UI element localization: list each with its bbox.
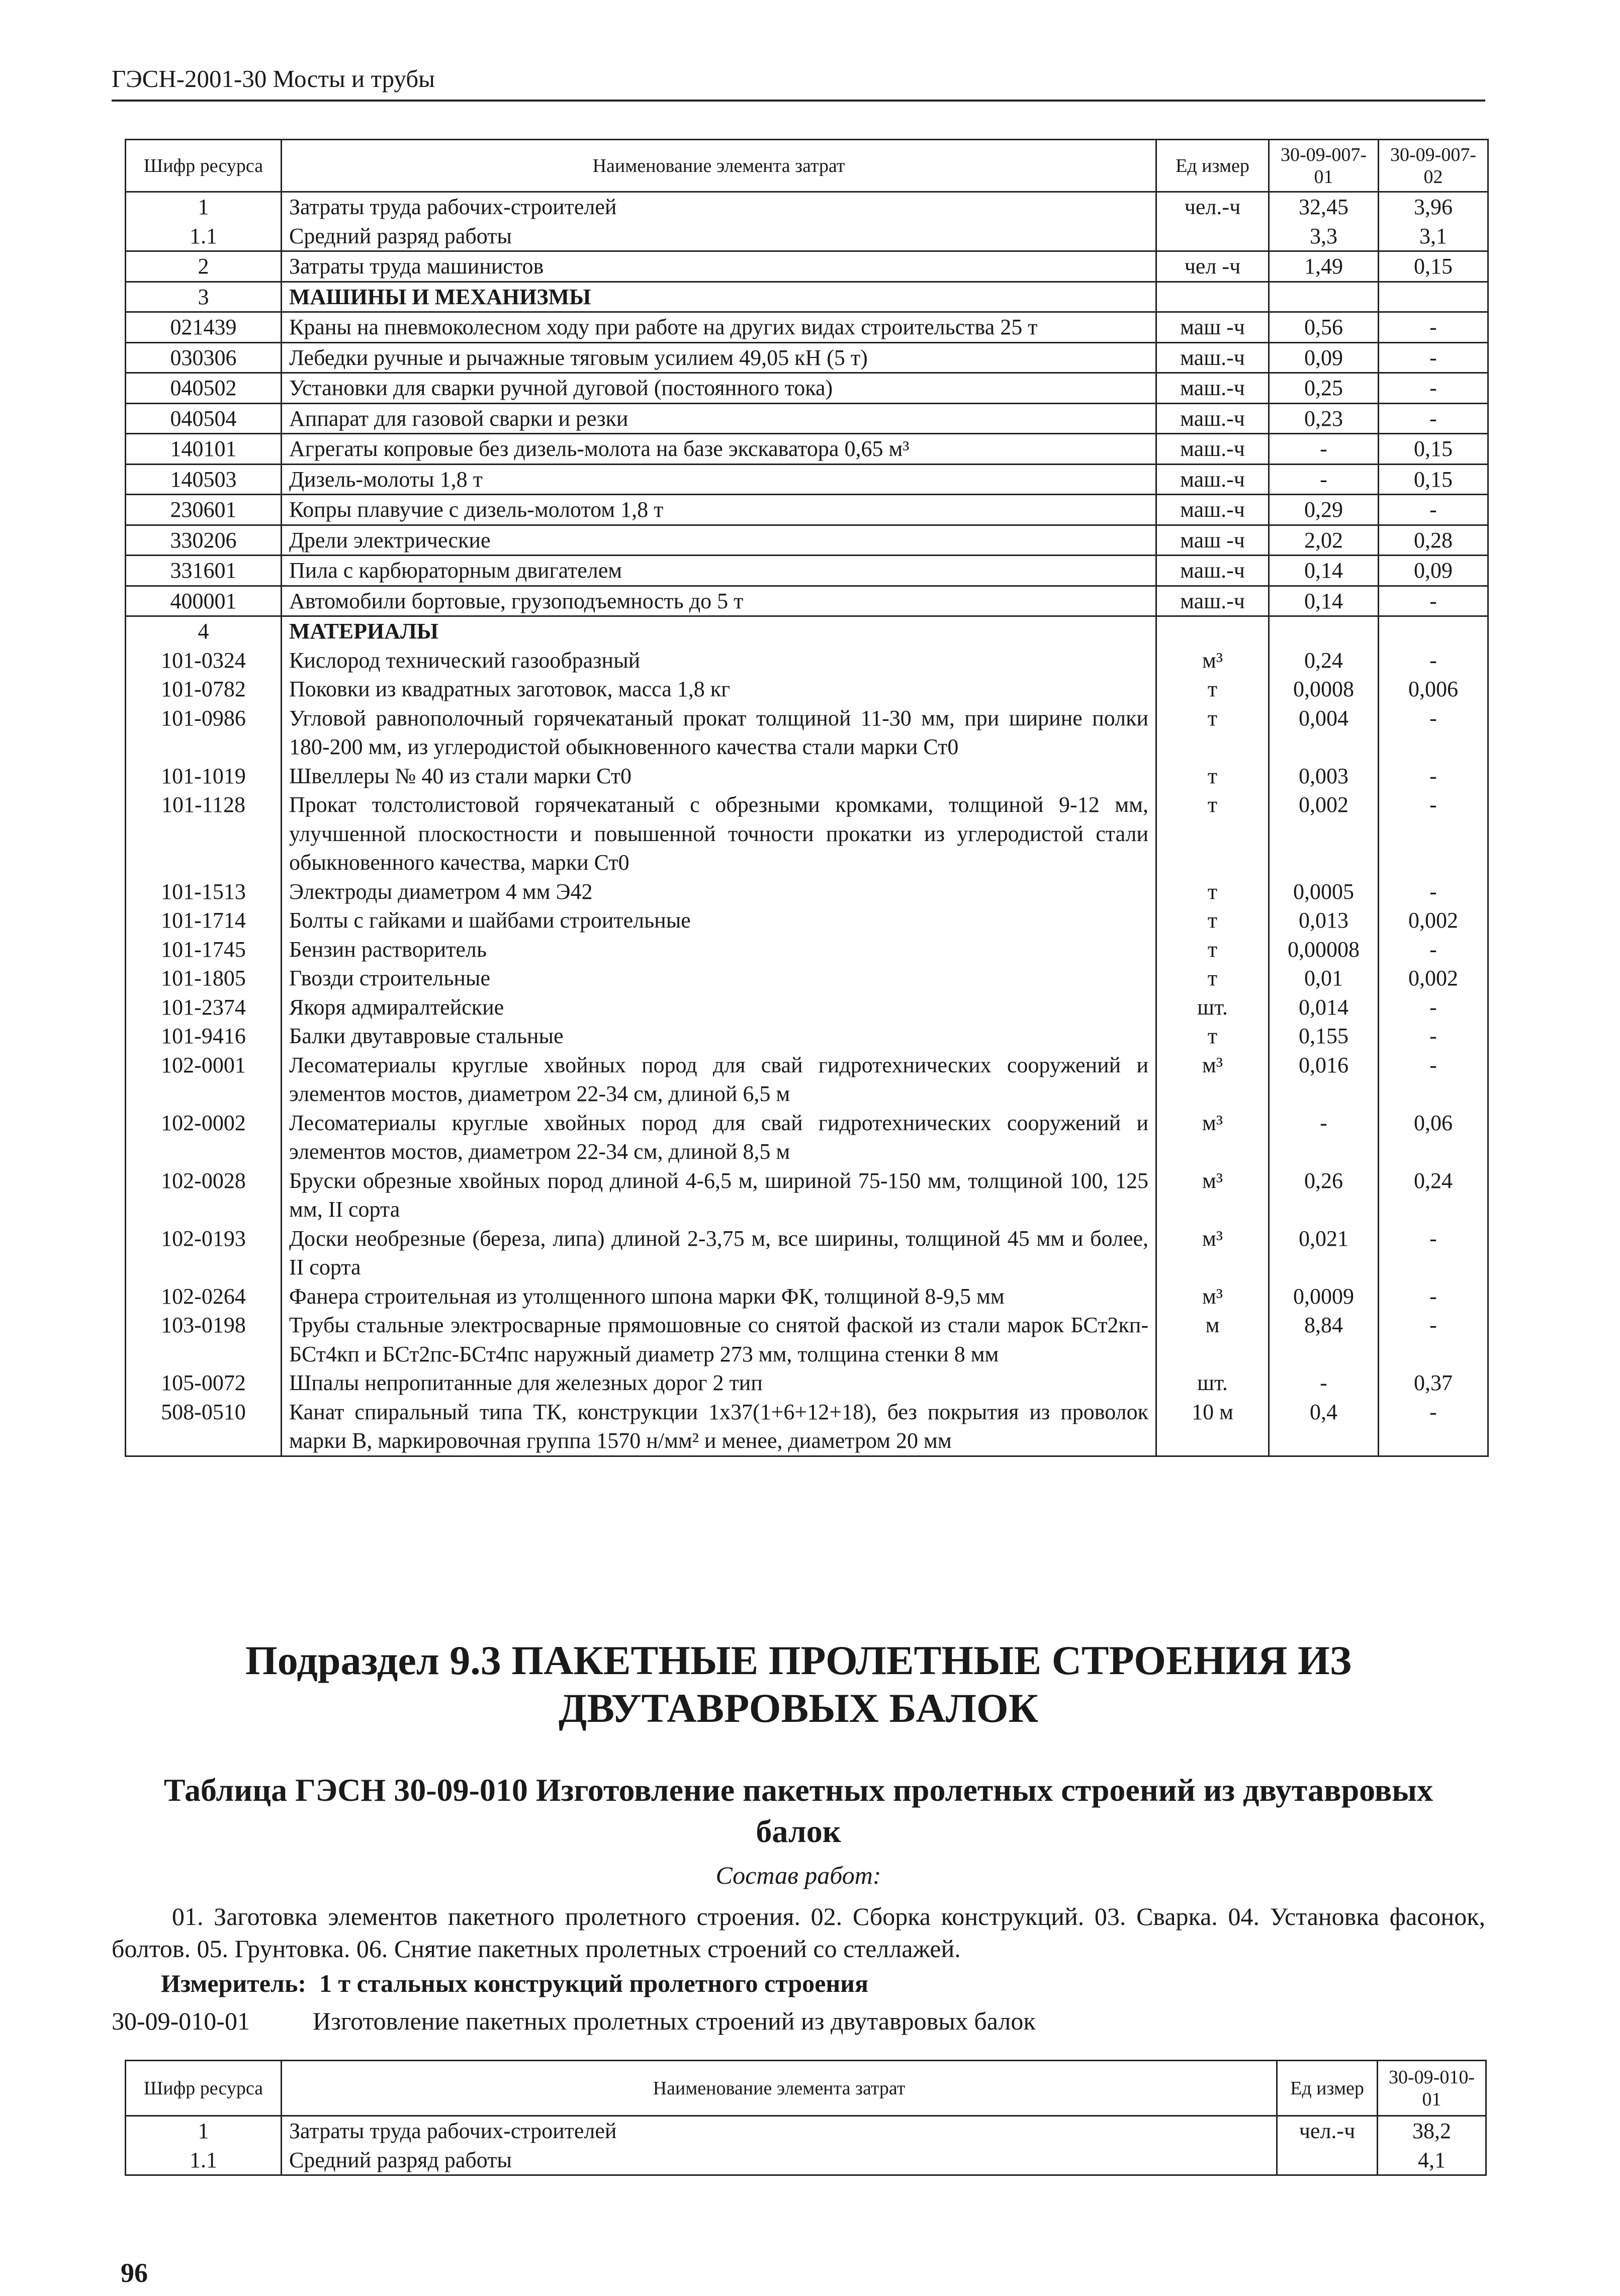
resource-value-1: 3,3 (1269, 222, 1379, 251)
table-header-row (126, 140, 1488, 192)
resource-value-1: 0,09 (1269, 342, 1379, 373)
resource-name: Бензин растворитель (282, 935, 1156, 964)
resource-value-1: 0,155 (1269, 1022, 1379, 1051)
table-title-line1: Таблица ГЭСН 30-09-010 Изготовление пакетных пролетных строений из двутавровых (163, 1772, 1433, 1808)
resource-code: 2 (126, 251, 282, 282)
resource-name: Затраты труда машинистов (282, 251, 1156, 282)
resource-table-010 (125, 2060, 1487, 2176)
resource-value-1: 0,14 (1269, 556, 1379, 586)
resource-value-1: 0,29 (1269, 495, 1379, 525)
table-row (126, 586, 1488, 616)
resource-value-1: 0,003 (1269, 762, 1379, 791)
resource-code: 101-2374 (126, 993, 282, 1022)
resource-value-1: 0,4 (1269, 1398, 1379, 1456)
resource-value-1: 0,016 (1269, 1051, 1379, 1109)
resource-value-2: - (1379, 704, 1488, 762)
resource-code: 102-0002 (126, 1109, 282, 1166)
resource-name: Средний разряд работы (282, 2146, 1277, 2175)
resource-value-2: 0,15 (1379, 434, 1488, 465)
table-row (126, 964, 1488, 993)
resource-code: 101-1128 (126, 790, 282, 877)
resource-unit: маш.-ч (1156, 556, 1269, 586)
resource-value-1: 0,56 (1269, 312, 1379, 343)
resource-unit: м³ (1156, 1166, 1269, 1224)
resource-name: Швеллеры № 40 из стали марки Ст0 (282, 762, 1156, 791)
resource-name: Канат спиральный типа ТК, конструкции 1х37(1+6+12+18), без покрытия из проволок марки В, маркировочная группа 1570 н/мм² и менее, диаметром 20 мм (282, 1398, 1156, 1456)
header-code: Шифр ресурса (126, 140, 282, 192)
resource-value-1: 0,00008 (1269, 935, 1379, 964)
resource-unit: м³ (1156, 1224, 1269, 1282)
resource-value-2: 3,96 (1379, 192, 1488, 222)
measure-label: Измеритель: (161, 1969, 307, 1997)
norm-item-code: 30-09-010-01 (112, 2007, 250, 2035)
resource-unit: маш.-ч (1156, 434, 1269, 465)
resource-unit: шт. (1156, 1368, 1269, 1398)
resource-name: МАШИНЫ И МЕХАНИЗМЫ (282, 282, 1156, 312)
resource-value-1: 0,24 (1269, 646, 1379, 675)
table-row (126, 790, 1488, 877)
resource-name: Пила с карбюраторным двигателем (282, 556, 1156, 586)
resource-unit: т (1156, 935, 1269, 964)
resource-code: 101-1513 (126, 877, 282, 906)
resource-value-2: - (1379, 1311, 1488, 1368)
resource-name: Поковки из квадратных заготовок, масса 1,8 кг (282, 675, 1156, 704)
resource-value-1: 8,84 (1269, 1311, 1379, 1368)
resource-value-2 (1379, 616, 1488, 646)
resource-name: Гвозди строительные (282, 964, 1156, 993)
resource-code: 4 (126, 616, 282, 646)
resource-unit: маш.-ч (1156, 373, 1269, 404)
norm-item-name: Изготовление пакетных пролетных строений из двутавровых балок (313, 2007, 1036, 2035)
header-unit: Ед измер (1277, 2061, 1378, 2116)
resource-unit: т (1156, 964, 1269, 993)
measure-line (161, 1968, 868, 1998)
table-row (126, 464, 1488, 495)
resource-name: Бруски обрезные хвойных пород длиной 4-6,5 м, шириной 75-150 мм, толщиной 100, 125 мм, II сорта (282, 1166, 1156, 1224)
table-row (126, 1224, 1488, 1282)
resource-value-2: - (1379, 495, 1488, 525)
table-row (126, 1109, 1488, 1166)
table-title-line2: балок (756, 1813, 841, 1849)
resource-unit: чел -ч (1156, 251, 1269, 282)
resource-value-2: 0,002 (1379, 964, 1488, 993)
resource-value-2: 0,09 (1379, 556, 1488, 586)
header-code: Шифр ресурса (126, 2061, 282, 2116)
resource-unit: чел.-ч (1156, 192, 1269, 222)
resource-unit: т (1156, 877, 1269, 906)
resource-value-1: 0,0009 (1269, 1282, 1379, 1311)
header-col-010-01: 30-09-010-01 (1378, 2061, 1486, 2116)
table-row (126, 556, 1488, 586)
resource-name: Установки для сварки ручной дуговой (постоянного тока) (282, 373, 1156, 404)
resource-value-1: 0,014 (1269, 993, 1379, 1022)
resource-value-2: - (1379, 877, 1488, 906)
resource-unit: 10 м (1156, 1398, 1269, 1456)
resource-code: 330206 (126, 525, 282, 556)
table-row (126, 312, 1488, 343)
resource-unit (1156, 222, 1269, 251)
table-row (126, 877, 1488, 906)
resource-code: 101-1745 (126, 935, 282, 964)
resource-name: Агрегаты копровые без дизель-молота на базе экскаватора 0,65 м³ (282, 434, 1156, 465)
resource-code: 1 (126, 192, 282, 222)
resource-value-1: - (1269, 434, 1379, 465)
resource-code: 021439 (126, 312, 282, 343)
page-header-title: ГЭСН-2001-30 Мосты и трубы (112, 65, 435, 93)
table-row (126, 2116, 1486, 2146)
table-row (126, 1398, 1488, 1456)
resource-value-2: - (1379, 1051, 1488, 1109)
resource-code: 105-0072 (126, 1368, 282, 1398)
resource-name: Автомобили бортовые, грузоподъемность до 5 т (282, 586, 1156, 616)
resource-unit: маш.-ч (1156, 586, 1269, 616)
resource-value-2: 0,37 (1379, 1368, 1488, 1398)
resource-code: 102-0193 (126, 1224, 282, 1282)
table-row (126, 282, 1488, 312)
resource-unit: м³ (1156, 1282, 1269, 1311)
measure-value: 1 т стальных конструкций пролетного строения (319, 1969, 869, 1997)
resource-code: 140101 (126, 434, 282, 465)
resource-unit: м³ (1156, 1109, 1269, 1166)
table-row (126, 1051, 1488, 1109)
resource-unit: шт. (1156, 993, 1269, 1022)
header-unit: Ед измер (1156, 140, 1269, 192)
resource-name: Лесоматериалы круглые хвойных пород для свай гидротехнических сооружений и элементов мостов, диаметром 22-34 см, длиной 6,5 м (282, 1051, 1156, 1109)
resource-code: 3 (126, 282, 282, 312)
resource-unit: маш -ч (1156, 312, 1269, 343)
resource-value-2: - (1379, 790, 1488, 877)
resource-value-1 (1269, 282, 1379, 312)
table-row (126, 1368, 1488, 1398)
resource-code: 101-0324 (126, 646, 282, 675)
resource-value-2: - (1379, 1282, 1488, 1311)
table-header-row (126, 2061, 1486, 2116)
resource-value-1: 1,49 (1269, 251, 1379, 282)
table-row (126, 222, 1488, 251)
resource-unit: т (1156, 1022, 1269, 1051)
table-row (126, 704, 1488, 762)
resource-value-2: 0,28 (1379, 525, 1488, 556)
subsection-title (112, 1636, 1485, 1732)
resource-code: 101-9416 (126, 1022, 282, 1051)
resource-name: Дрели электрические (282, 525, 1156, 556)
resource-name: Затраты труда рабочих-строителей (282, 192, 1156, 222)
table-row (126, 1166, 1488, 1224)
table-row (126, 993, 1488, 1022)
table-row (126, 373, 1488, 404)
resource-code: 101-1019 (126, 762, 282, 791)
resource-name: Копры плавучие с дизель-молотом 1,8 т (282, 495, 1156, 525)
resource-unit: чел.-ч (1277, 2116, 1378, 2146)
resource-value-1: - (1269, 464, 1379, 495)
resource-code: 040502 (126, 373, 282, 404)
resource-value-2 (1379, 282, 1488, 312)
header-col-007-02: 30-09-007-02 (1379, 140, 1488, 192)
resource-name: Фанера строительная из утолщенного шпона марки ФК, толщиной 8-9,5 мм (282, 1282, 1156, 1311)
resource-unit (1277, 2146, 1378, 2175)
resource-name: Аппарат для газовой сварки и резки (282, 403, 1156, 434)
resource-code: 230601 (126, 495, 282, 525)
work-composition-text: 01. Заготовка элементов пакетного пролетного строения. 02. Сборка конструкций. 03. Сварка. 04. Установка фасонок, болтов. 05. Грунтовка. 06. Снятие пакетных пролетных строений со стеллажей. (112, 1902, 1485, 1963)
table-row (126, 192, 1488, 222)
resource-value-2: 0,15 (1379, 464, 1488, 495)
resource-value-1: 0,0005 (1269, 877, 1379, 906)
resource-value-2: - (1379, 373, 1488, 404)
resource-code: 030306 (126, 342, 282, 373)
resource-value-1 (1269, 616, 1379, 646)
resource-value-2: - (1379, 403, 1488, 434)
resource-code: 102-0001 (126, 1051, 282, 1109)
resource-unit: т (1156, 762, 1269, 791)
resource-value-2: - (1379, 993, 1488, 1022)
resource-unit: маш.-ч (1156, 495, 1269, 525)
resource-value-1: - (1269, 1368, 1379, 1398)
resource-name: Болты с гайками и шайбами строительные (282, 906, 1156, 935)
resource-code: 101-0782 (126, 675, 282, 704)
resource-value-2: 0,15 (1379, 251, 1488, 282)
resource-value-1: 0,01 (1269, 964, 1379, 993)
resource-name: Прокат толстолистовой горячекатаный с обрезными кромками, толщиной 9-12 мм, улучшенной плоскостности и повышенной точности прокатки из углеродистой стали обыкновенного качества, марки Ст0 (282, 790, 1156, 877)
resource-name: Дизель-молоты 1,8 т (282, 464, 1156, 495)
table-row (126, 616, 1488, 646)
resource-value-1: 0,021 (1269, 1224, 1379, 1282)
resource-value-2: - (1379, 762, 1488, 791)
resource-name: Электроды диаметром 4 мм Э42 (282, 877, 1156, 906)
resource-value-2: 0,006 (1379, 675, 1488, 704)
table-row (126, 935, 1488, 964)
resource-code: 101-1714 (126, 906, 282, 935)
table-row (126, 675, 1488, 704)
resource-name: Якоря адмиралтейские (282, 993, 1156, 1022)
subsection-title-line1: Подраздел 9.3 ПАКЕТНЫЕ ПРОЛЕТНЫЕ СТРОЕНИЯ ИЗ (245, 1637, 1352, 1683)
resource-unit (1156, 282, 1269, 312)
resource-value-1: 0,25 (1269, 373, 1379, 404)
table-row (126, 906, 1488, 935)
resource-value-1: 0,0008 (1269, 675, 1379, 704)
resource-name: Лесоматериалы круглые хвойных пород для свай гидротехнических сооружений и элементов мостов, диаметром 22-34 см, длиной 8,5 м (282, 1109, 1156, 1166)
resource-name: Балки двутавровые стальные (282, 1022, 1156, 1051)
header-name: Наименование элемента затрат (282, 2061, 1277, 2116)
resource-name: Трубы стальные электросварные прямошовные со снятой фаской из стали марок БСт2кп-БСт4кп и БСт2пс-БСт4пс наружный диаметр 273 мм, толщина стенки 8 мм (282, 1311, 1156, 1368)
resource-value-2: - (1379, 646, 1488, 675)
resource-code: 508-0510 (126, 1398, 282, 1456)
resource-code: 040504 (126, 403, 282, 434)
resource-value-2: - (1379, 1224, 1488, 1282)
table-row (126, 403, 1488, 434)
table-row (126, 525, 1488, 556)
resource-value-2: 0,24 (1379, 1166, 1488, 1224)
resource-name: Краны на пневмоколесном ходу при работе на других видах строительства 25 т (282, 312, 1156, 343)
resource-code: 102-0264 (126, 1282, 282, 1311)
resource-name: МАТЕРИАЛЫ (282, 616, 1156, 646)
table-row (126, 342, 1488, 373)
resource-unit: т (1156, 790, 1269, 877)
table-row (126, 1311, 1488, 1368)
resource-unit: маш.-ч (1156, 403, 1269, 434)
norm-item-line (112, 2006, 1036, 2036)
resource-name: Затраты труда рабочих-строителей (282, 2116, 1277, 2146)
resource-unit: т (1156, 906, 1269, 935)
resource-value-1: 38,2 (1378, 2116, 1486, 2146)
resource-value-2: - (1379, 1022, 1488, 1051)
resource-value-1: 0,004 (1269, 704, 1379, 762)
resource-value-1: 4,1 (1378, 2146, 1486, 2175)
resource-name: Угловой равнополочный горячекатаный прокат толщиной 11-30 мм, при ширине полки 180-200 мм, из углеродистой обыкновенного качества стали марки Ст0 (282, 704, 1156, 762)
resource-unit: маш -ч (1156, 525, 1269, 556)
resource-unit: маш.-ч (1156, 342, 1269, 373)
resource-name: Кислород технический газообразный (282, 646, 1156, 675)
table-row (126, 495, 1488, 525)
resource-value-1: 0,013 (1269, 906, 1379, 935)
header-rule (112, 100, 1485, 102)
resource-name: Шпалы непропитанные для железных дорог 2 тип (282, 1368, 1156, 1398)
resource-value-2: - (1379, 935, 1488, 964)
resource-unit: т (1156, 675, 1269, 704)
resource-name: Лебедки ручные и рычажные тяговым усилием 49,05 кН (5 т) (282, 342, 1156, 373)
table-title (112, 1770, 1485, 1852)
resource-value-1: - (1269, 1109, 1379, 1166)
resource-value-2: - (1379, 312, 1488, 343)
resource-value-2: 0,06 (1379, 1109, 1488, 1166)
table-row (126, 762, 1488, 791)
resource-value-1: 2,02 (1269, 525, 1379, 556)
resource-value-2: 3,1 (1379, 222, 1488, 251)
resource-code: 1.1 (126, 2146, 282, 2175)
resource-value-2: - (1379, 342, 1488, 373)
resource-table-007 (125, 139, 1489, 1457)
header-col-007-01: 30-09-007-01 (1269, 140, 1379, 192)
resource-code: 101-0986 (126, 704, 282, 762)
resource-code: 331601 (126, 556, 282, 586)
resource-value-1: 0,26 (1269, 1166, 1379, 1224)
resource-unit: м³ (1156, 1051, 1269, 1109)
resource-unit (1156, 616, 1269, 646)
resource-code: 102-0028 (126, 1166, 282, 1224)
resource-unit: т (1156, 704, 1269, 762)
resource-code: 1.1 (126, 222, 282, 251)
resource-name: Доски необрезные (береза, липа) длиной 2-3,75 м, все ширины, толщиной 45 мм и более, II сорта (282, 1224, 1156, 1282)
table-row (126, 646, 1488, 675)
page-number: 96 (121, 2258, 148, 2288)
resource-code: 140503 (126, 464, 282, 495)
resource-value-2: 0,002 (1379, 906, 1488, 935)
resource-code: 400001 (126, 586, 282, 616)
resource-code: 1 (126, 2116, 282, 2146)
resource-code: 103-0198 (126, 1311, 282, 1368)
table-row (126, 1022, 1488, 1051)
table-row (126, 1282, 1488, 1311)
resource-value-2: - (1379, 1398, 1488, 1456)
resource-unit: м (1156, 1311, 1269, 1368)
resource-unit: м³ (1156, 646, 1269, 675)
table-row (126, 251, 1488, 282)
header-name: Наименование элемента затрат (282, 140, 1156, 192)
resource-value-1: 0,23 (1269, 403, 1379, 434)
resource-value-1: 0,002 (1269, 790, 1379, 877)
resource-value-2: - (1379, 586, 1488, 616)
resource-value-1: 0,14 (1269, 586, 1379, 616)
subsection-title-line2: ДВУТАВРОВЫХ БАЛОК (558, 1685, 1039, 1731)
resource-name: Средний разряд работы (282, 222, 1156, 251)
work-composition-caption: Состав работ: (715, 1861, 881, 1889)
table-row (126, 2146, 1486, 2175)
resource-code: 101-1805 (126, 964, 282, 993)
resource-unit: маш.-ч (1156, 464, 1269, 495)
table-row (126, 434, 1488, 465)
resource-value-1: 32,45 (1269, 192, 1379, 222)
